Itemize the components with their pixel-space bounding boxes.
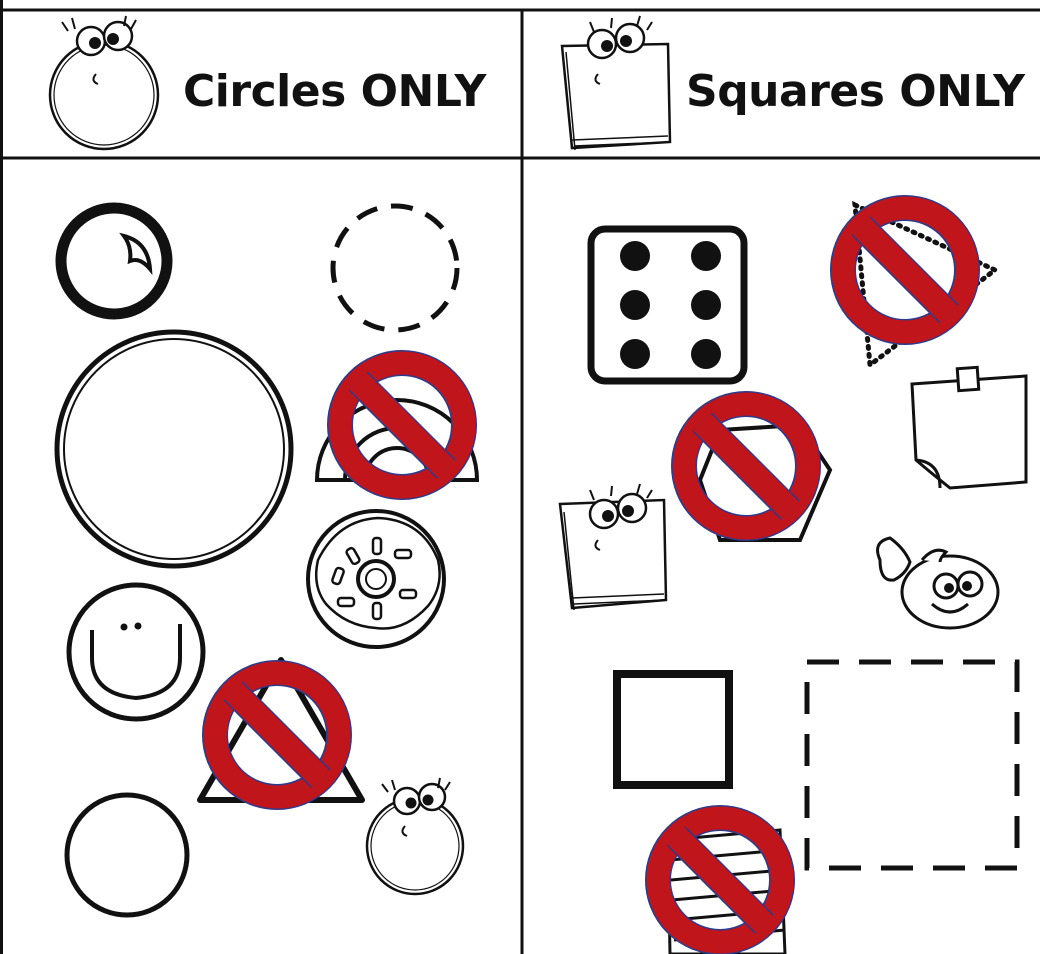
- googly-eyed-circle-icon: [50, 16, 158, 149]
- donut-icon: [308, 511, 444, 647]
- googly-eyed-square-icon: [562, 16, 670, 150]
- no-symbol-icon: [340, 363, 464, 487]
- large-circle-icon: [57, 332, 291, 566]
- clock-icon: [61, 208, 167, 314]
- no-symbol-icon: [215, 673, 339, 797]
- fish-icon: [878, 538, 998, 628]
- sticky-note-icon: [912, 367, 1026, 488]
- column-title-circles: Circles ONLY: [183, 66, 486, 117]
- plain-square-icon: [617, 674, 729, 785]
- dice-icon: [591, 229, 744, 381]
- dashed-circle-icon: [333, 206, 457, 330]
- plain-circle-icon: [67, 795, 187, 915]
- googly-eyed-square-icon: [560, 484, 666, 610]
- no-symbol-icon: [684, 404, 808, 528]
- column-title-squares: Squares ONLY: [686, 66, 1025, 117]
- googly-eyed-circle-icon: [367, 778, 463, 894]
- smiley-face-icon: [69, 585, 203, 719]
- dashed-square-icon: [807, 662, 1017, 868]
